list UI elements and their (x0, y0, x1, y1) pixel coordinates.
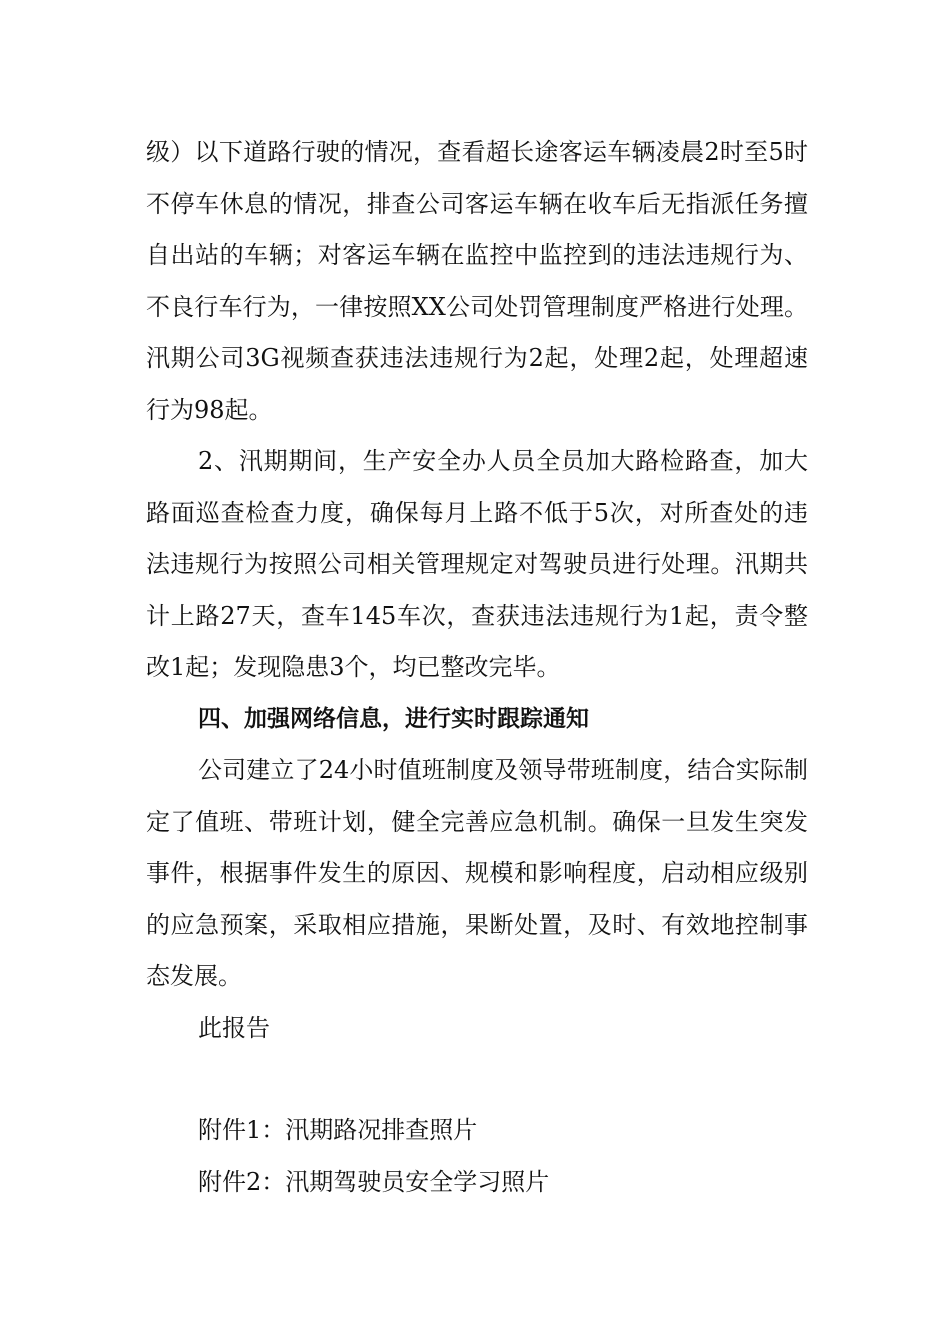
attachment-item-2: 附件2：汛期驾驶员安全学习照片 (198, 1167, 550, 1196)
section-4-body: 公司建立了24小时值班制度及领导带班制度，结合实际制定了值班、带班计划，健全完善应急机制。确保一旦发生突发事件，根据事件发生的原因、规模和影响程度，启动相应级别的应急预案，采取相应措施，果断处置，及时、有效地控制事态发展。 (146, 756, 808, 990)
closing-text: 此报告 (198, 1013, 270, 1042)
attachment-item-1: 附件1：汛期路况排查照片 (198, 1116, 478, 1144)
paragraph-item-2: 2、汛期期间，生产安全办人员全员加大路检路查，加大路面巡查检查力度，确保每月上路不低于5次，对所查处的违法违规行为按照公司相关管理规定对驾驶员进行处理。汛期共计上路27天，查车145车次，查获违法违规行为1起，责令整改1起；发现隐患3个，均已整改完毕。 (146, 447, 808, 681)
paragraph-continued: 级）以下道路行驶的情况，查看超长途客运车辆凌晨2时至5时不停车休息的情况，排查公司客运车辆在收车后无指派任务擅自出站的车辆；对客运车辆在监控中监控到的违法违规行为、不良行车行为，一律按照XX公司处罚管理制度严格进行处理。汛期公司3G视频查获违法违规行为2起，处理2起，处理超速行为98起。 (146, 138, 808, 424)
document-body (146, 127, 808, 1208)
section-heading-4: 四、加强网络信息，进行实时跟踪通知 (198, 705, 589, 732)
spacer (146, 1054, 808, 1105)
